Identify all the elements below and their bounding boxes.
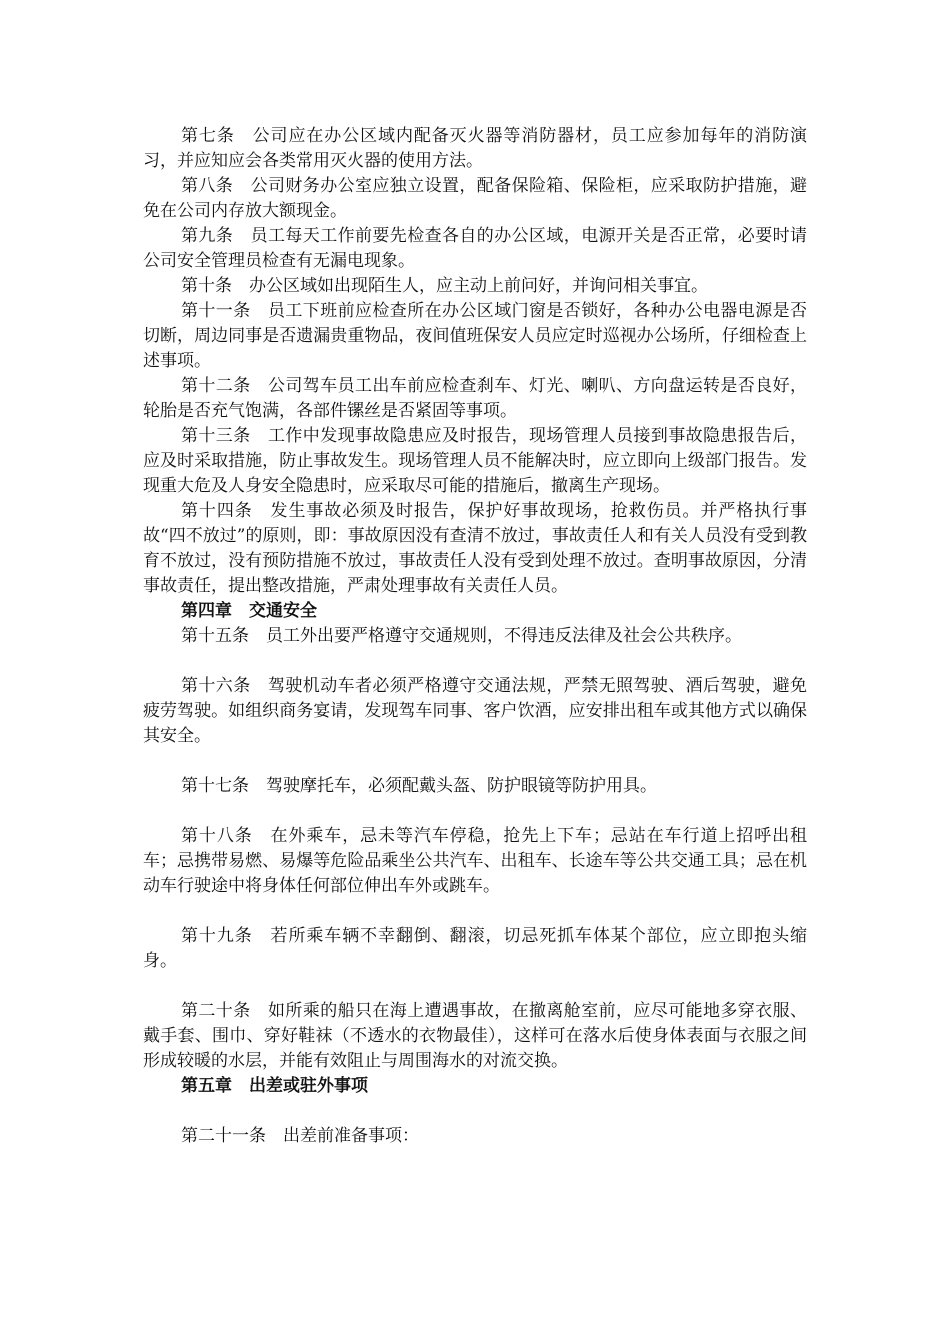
document-body [143,124,807,1149]
article-13: 第十三条 工作中发现事故隐患应及时报告，现场管理人员接到事故隐患报告后，应及时采取措施，防止事故发生。现场管理人员不能解决时，应立即向上级部门报告。发现重大危及人身安全隐患时，应采取尽可能的措施后，撤离生产现场。 [143,426,807,496]
chapter-4-heading: 第四章 交通安全 [181,601,317,621]
article-14: 第十四条 发生事故必须及时报告，保护好事故现场，抢救伤员。并严格执行事故“四不放过”的原则，即：事故原因没有查清不放过，事故责任人和有关人员没有受到教育不放过，没有预防措施不放过，事故责任人没有受到处理不放过。查明事故原因，分清事故责任，提出整改措施，严肃处理事故有关责任人员。 [143,501,807,596]
article-17: 第十七条 驾驶摩托车，必须配戴头盔、防护眼镜等防护用具。 [181,776,657,796]
article-20: 第二十条 如所乘的船只在海上遭遇事故，在撤离舱室前，应尽可能地多穿衣服、戴手套、围巾、穿好鞋袜（不透水的衣物最佳），这样可在落水后使身体表面与衣服之间形成较暖的水层，并能有效阻止与周围海水的对流交换。 [143,1001,807,1071]
chapter-5-heading: 第五章 出差或驻外事项 [181,1076,368,1096]
article-12: 第十二条 公司驾车员工出车前应检查刹车、灯光、喇叭、方向盘运转是否良好，轮胎是否充气饱满，各部件镙丝是否紧固等事项。 [143,376,807,421]
article-15: 第十五条 员工外出要严格遵守交通规则，不得违反法律及社会公共秩序。 [181,626,742,646]
article-8: 第八条 公司财务办公室应独立设置，配备保险箱、保险柜，应采取防护措施，避免在公司内存放大额现金。 [143,176,807,221]
article-18: 第十八条 在外乘车，忌未等汽车停稳，抢先上下车；忌站在车行道上招呼出租车；忌携带易燃、易爆等危险品乘坐公共汽车、出租车、长途车等公共交通工具；忌在机动车行驶途中将身体任何部位伸出车外或跳车。 [143,826,807,896]
article-11: 第十一条 员工下班前应检查所在办公区域门窗是否锁好，各种办公电器电源是否切断，周边同事是否遗漏贵重物品，夜间值班保安人员应定时巡视办公场所，仔细检查上述事项。 [143,301,807,371]
article-7: 第七条 公司应在办公区域内配备灭火器等消防器材，员工应参加每年的消防演习，并应知应会各类常用灭火器的使用方法。 [143,126,807,171]
article-19: 第十九条 若所乘车辆不幸翻倒、翻滚，切忌死抓车体某个部位，应立即抱头缩身。 [143,926,807,971]
article-16: 第十六条 驾驶机动车者必须严格遵守交通法规，严禁无照驾驶、酒后驾驶，避免疲劳驾驶。如组织商务宴请，发现驾车同事、客户饮酒，应安排出租车或其他方式以确保其安全。 [143,676,807,746]
article-10: 第十条 办公区域如出现陌生人，应主动上前问好，并询问相关事宜。 [181,276,708,296]
article-21: 第二十一条 出差前准备事项： [181,1126,419,1146]
article-9: 第九条 员工每天工作前要先检查各自的办公区域，电源开关是否正常，必要时请公司安全管理员检查有无漏电现象。 [143,226,807,271]
